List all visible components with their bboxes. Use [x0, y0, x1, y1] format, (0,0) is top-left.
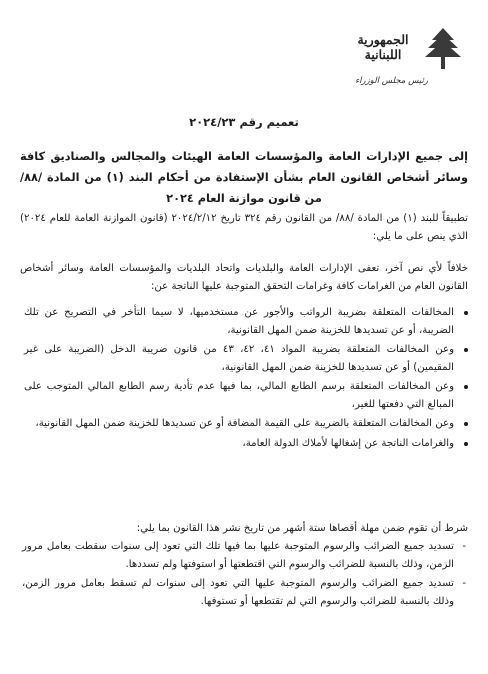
list-item: المخالفات المتعلقة بضريبة الرواتب والأجور عن مستخدميها، لا سيما التأخر في التصريح عن تلك الضريبة، أو عن تسديدها للخزينة ضمن المهل القانونية، [24, 304, 470, 339]
list-item: والغرامات الناتجة عن إشغالها لأملاك الدولة العامة، [24, 435, 470, 453]
list-item: وعن المخالفات المتعلقة بضريبة المواد ٤١، ٤٢، ٤٣ من قانون ضريبة الدخل (الضريبة على غير المقيمين) أو عن تسديدها للخزينة ضمن المهل القانونية، [24, 341, 470, 376]
letterhead [342, 26, 462, 100]
intro-paragraph: تطبيقاً للبند (١) من المادة /٨٨/ من القانون رقم ٣٢٤ تاريخ ٢٠٢٤/٢/١٢ (قانون الموازنة العامة للعام ٢٠٢٤) الذي ينص على ما يلي: [20, 213, 468, 242]
violations-list [24, 304, 470, 454]
list-item: - تسديد جميع الضرائب والرسوم المتوجبة عليها بما فيها تلك التي تعود إلى سنوات سقطت بعامل مرور الزمن، وذلك بالنسبة للضرائب والرسوم التي اقتطعتها أو استوفتها ولم تسددها. [22, 538, 468, 573]
republic-name: الجمهورية اللبنانية [357, 32, 409, 62]
list-item: وعن المخالفات المتعلقة بالضريبة على القيمة المضافة أو عن تسديدها للخزينة ضمن المهل القانونية، [24, 415, 470, 433]
conditions-list [22, 538, 468, 612]
subject-heading: إلى جميع الإدارات العامة والمؤسسات العامة الهيئات والمجالس والصناديق كافة وسائر أشخاص القانون العام بشأن الإستفادة من أحكام البند (١) من المادة /٨٨/ من قانون موازنة العام ٢٠٢٤ [20, 150, 468, 205]
cedar-icon [424, 26, 462, 72]
circular-number: تعميم رقم ٢٠٢٤/٢٣ [189, 115, 299, 129]
list-item: وعن المخالفات المتعلقة برسم الطابع المالي، بما فيها عدم تأدية رسم الطابع المالي المتوجب على المبالغ التي دفعتها للغير، [24, 378, 470, 413]
exemption-paragraph: خلافاً لأي نص آخر، تعفى الإدارات العامة والبلديات واتحاد البلديات والمؤسسات العامة وسائر أشخاص القانون العام من الغرامات كافة وغرامات التحقق المتوجبة عليها الناتجة عن: [20, 263, 468, 292]
office-name: رئيس مجلس الوزراء [355, 76, 428, 86]
condition-paragraph: شرط أن تقوم ضمن مهلة أقصاها ستة أشهر من تاريخ نشر هذا القانون بما يلي: [136, 523, 468, 534]
list-item: - تسديد جميع الضرائب والرسوم المتوجبة عليها التي تعود إلى سنوات لم تسقط بعامل مرور الزمن، وذلك بالنسبة للضرائب والرسوم التي لم تقتطعها أو تستوفها. [22, 575, 468, 610]
